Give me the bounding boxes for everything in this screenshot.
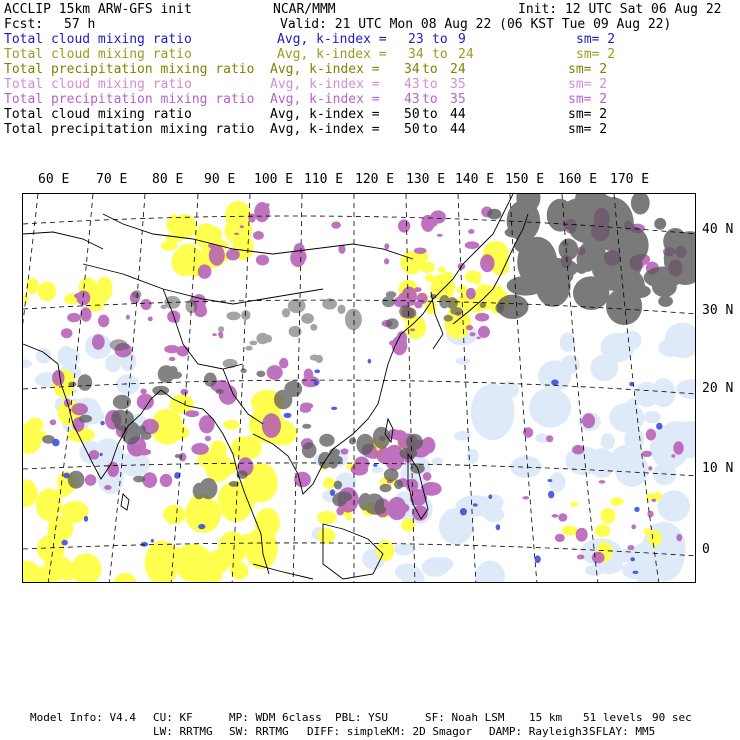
legend-to: to bbox=[422, 92, 438, 107]
longitude-label: 160 E bbox=[558, 172, 598, 187]
legend-to: to bbox=[422, 62, 438, 77]
footer-item: MP: WDM 6class bbox=[229, 711, 322, 724]
legend-k-from: 23 bbox=[408, 32, 424, 47]
legend-field-name: Total cloud mixing ratio bbox=[4, 47, 192, 62]
legend-avg-label: Avg, k-index = bbox=[277, 47, 387, 62]
longitude-label: 100 E bbox=[254, 172, 294, 187]
low-cloud-region bbox=[23, 277, 113, 312]
legend-field-name: Total cloud mixing ratio bbox=[4, 107, 192, 122]
weather-map bbox=[22, 193, 696, 583]
legend-smoothing: sm= 2 bbox=[568, 92, 608, 107]
longitude-label: 120 E bbox=[355, 172, 395, 187]
legend-avg-label: Avg, k-index = bbox=[270, 107, 380, 122]
legend-k-to: 35 bbox=[450, 92, 466, 107]
legend-avg-label: Avg, k-index = bbox=[270, 122, 380, 137]
map-svg bbox=[23, 194, 696, 583]
legend-avg-label: Avg, k-index = bbox=[270, 62, 380, 77]
longitude-label: 60 E bbox=[38, 172, 70, 187]
forecast-hours: 57 h bbox=[64, 17, 96, 32]
legend-to: to bbox=[422, 77, 438, 92]
model-title: ACCLIP 15km ARW-GFS init bbox=[4, 2, 192, 17]
footer-item: KM: 2D Smagor bbox=[386, 725, 473, 738]
legend-to: to bbox=[422, 122, 438, 137]
longitude-label: 90 E bbox=[204, 172, 236, 187]
footer-item: CU: KF bbox=[153, 711, 193, 724]
longitude-label: 110 E bbox=[304, 172, 344, 187]
legend-smoothing: sm= 2 bbox=[576, 32, 616, 47]
legend-k-from: 34 bbox=[404, 62, 420, 77]
footer-item: Model Info: V4.4 bbox=[30, 711, 136, 724]
footer-item: 51 levels bbox=[583, 711, 643, 724]
longitude-label: 80 E bbox=[152, 172, 184, 187]
longitude-label: 140 E bbox=[455, 172, 495, 187]
coastline bbox=[253, 564, 313, 579]
footer-item: 15 km bbox=[529, 711, 563, 724]
legend-to: to bbox=[422, 107, 438, 122]
mid-cloud-region bbox=[61, 291, 224, 350]
legend-smoothing: sm= 2 bbox=[568, 122, 608, 137]
cloud-fields bbox=[23, 194, 696, 583]
legend-k-to: 44 bbox=[450, 107, 466, 122]
longitude-label: 70 E bbox=[96, 172, 128, 187]
high-cloud-region bbox=[487, 194, 696, 325]
legend-field-name: Total precipitation mixing ratio bbox=[4, 122, 255, 137]
legend-k-to: 44 bbox=[450, 122, 466, 137]
legend-k-from: 50 bbox=[404, 107, 420, 122]
legend-to: to bbox=[432, 47, 448, 62]
legend-k-from: 50 bbox=[404, 122, 420, 137]
footer-item: DAMP: Rayleigh3 bbox=[489, 725, 589, 738]
footer-item: LW: RRTMG bbox=[153, 725, 213, 738]
valid-time: Valid: 21 UTC Mon 08 Aug 22 (06 KST Tue 09 Aug 22) bbox=[280, 17, 672, 32]
legend-to: to bbox=[432, 32, 448, 47]
legend-smoothing: sm= 2 bbox=[568, 62, 608, 77]
latitude-label: 10 N bbox=[702, 461, 734, 476]
footer-item: SF: Noah LSM bbox=[425, 711, 505, 724]
legend-field-name: Total cloud mixing ratio bbox=[4, 77, 192, 92]
legend-field-name: Total precipitation mixing ratio bbox=[4, 62, 255, 77]
coastline bbox=[23, 232, 103, 249]
latitude-label: 20 N bbox=[702, 381, 734, 396]
footer-item: 90 sec bbox=[652, 711, 692, 724]
legend-smoothing: sm= 2 bbox=[568, 77, 608, 92]
latitude-label: 40 N bbox=[702, 222, 734, 237]
footer-item: DIFF: simple bbox=[307, 725, 387, 738]
longitude-label: 150 E bbox=[505, 172, 545, 187]
coastline bbox=[121, 494, 129, 510]
legend-avg-label: Avg, k-index = bbox=[270, 77, 380, 92]
longitude-label: 170 E bbox=[610, 172, 650, 187]
legend-k-to: 24 bbox=[450, 62, 466, 77]
footer-item: SFLAY: MM5 bbox=[589, 725, 656, 738]
forecast-label: Fcst: bbox=[4, 17, 44, 32]
legend-field-name: Total precipitation mixing ratio bbox=[4, 92, 255, 107]
legend-avg-label: Avg, k-index = bbox=[270, 92, 380, 107]
legend-field-name: Total cloud mixing ratio bbox=[4, 32, 192, 47]
legend-k-from: 43 bbox=[404, 92, 420, 107]
legend-k-to: 9 bbox=[458, 32, 466, 47]
legend-smoothing: sm= 2 bbox=[568, 107, 608, 122]
latitude-label: 30 N bbox=[702, 303, 734, 318]
legend-k-to: 24 bbox=[458, 47, 474, 62]
latitude-label: 0 bbox=[702, 542, 710, 557]
longitude-label: 130 E bbox=[406, 172, 446, 187]
legend-k-from: 43 bbox=[404, 77, 420, 92]
legend-k-from: 34 bbox=[408, 47, 424, 62]
center-name: NCAR/MMM bbox=[273, 2, 336, 17]
legend-smoothing: sm= 2 bbox=[576, 47, 616, 62]
legend-k-to: 35 bbox=[450, 77, 466, 92]
footer-item: SW: RRTMG bbox=[229, 725, 289, 738]
init-time: Init: 12 UTC Sat 06 Aug 22 bbox=[518, 2, 722, 17]
legend-avg-label: Avg, k-index = bbox=[277, 32, 387, 47]
footer-item: PBL: YSU bbox=[335, 711, 388, 724]
